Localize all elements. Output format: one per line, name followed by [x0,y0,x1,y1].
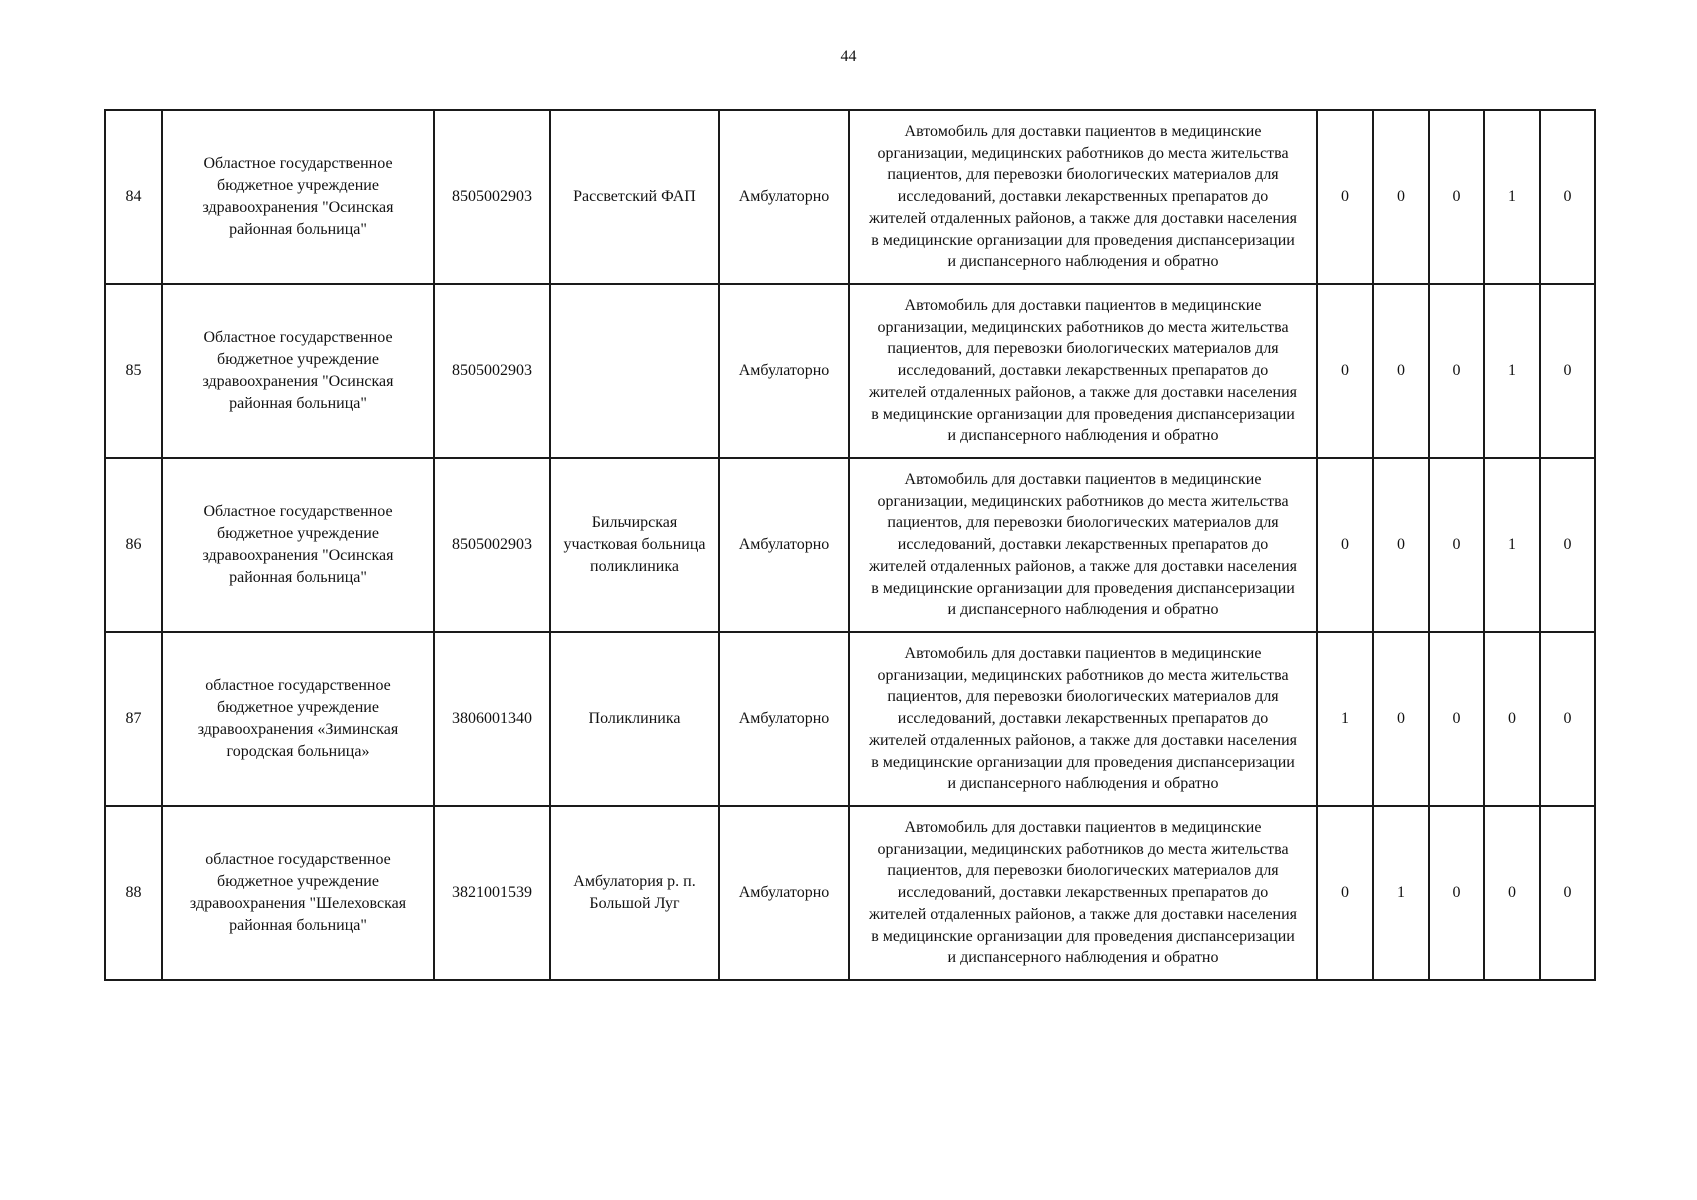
row-number-cell: 84 [105,110,162,284]
count-cell-3: 0 [1429,806,1484,980]
count-cell-2: 0 [1373,632,1429,806]
care-mode-cell: Амбулаторно [719,284,849,458]
count-cell-3: 0 [1429,458,1484,632]
vehicle-purpose-cell: Автомобиль для доставки пациентов в медицинские организации, медицинских работников до места жительства пациентов, для перевозки биологических материалов для исследований, доставки лекарственных препаратов до жителей отдаленных районов, а также для доставки населения в медицинские организации для проведения диспансеризации и диспансерного наблюдения и обратно [849,284,1317,458]
count-cell-2: 0 [1373,284,1429,458]
count-cell-1: 0 [1317,458,1373,632]
row-number-cell: 88 [105,806,162,980]
inn-cell: 3821001539 [434,806,550,980]
table-row [105,284,1595,458]
vehicle-purpose-cell: Автомобиль для доставки пациентов в медицинские организации, медицинских работников до места жительства пациентов, для перевозки биологических материалов для исследований, доставки лекарственных препаратов до жителей отдаленных районов, а также для доставки населения в медицинские организации для проведения диспансеризации и диспансерного наблюдения и обратно [849,632,1317,806]
inn-cell: 8505002903 [434,284,550,458]
row-number-cell: 87 [105,632,162,806]
count-cell-2: 1 [1373,806,1429,980]
count-cell-1: 0 [1317,806,1373,980]
count-cell-4: 0 [1484,632,1540,806]
table-row [105,110,1595,284]
care-mode-cell: Амбулаторно [719,110,849,284]
organization-name-cell: областное государственное бюджетное учреждение здравоохранения "Шелеховская районная больница" [162,806,434,980]
vehicle-allocation-table [104,109,1596,981]
count-cell-5: 0 [1540,110,1595,284]
care-mode-cell: Амбулаторно [719,458,849,632]
count-cell-3: 0 [1429,632,1484,806]
table-row [105,458,1595,632]
table-row [105,806,1595,980]
subdivision-cell [550,284,719,458]
count-cell-1: 0 [1317,284,1373,458]
count-cell-4: 1 [1484,110,1540,284]
count-cell-5: 0 [1540,284,1595,458]
row-number-cell: 86 [105,458,162,632]
count-cell-2: 0 [1373,110,1429,284]
row-number-cell: 85 [105,284,162,458]
count-cell-4: 1 [1484,458,1540,632]
inn-cell: 3806001340 [434,632,550,806]
page-number: 44 [840,48,857,65]
count-cell-3: 0 [1429,284,1484,458]
vehicle-purpose-cell: Автомобиль для доставки пациентов в медицинские организации, медицинских работников до места жительства пациентов, для перевозки биологических материалов для исследований, доставки лекарственных препаратов до жителей отдаленных районов, а также для доставки населения в медицинские организации для проведения диспансеризации и диспансерного наблюдения и обратно [849,458,1317,632]
inn-cell: 8505002903 [434,458,550,632]
count-cell-5: 0 [1540,632,1595,806]
count-cell-1: 1 [1317,632,1373,806]
vehicle-purpose-cell: Автомобиль для доставки пациентов в медицинские организации, медицинских работников до места жительства пациентов, для перевозки биологических материалов для исследований, доставки лекарственных препаратов до жителей отдаленных районов, а также для доставки населения в медицинские организации для проведения диспансеризации и диспансерного наблюдения и обратно [849,110,1317,284]
count-cell-4: 1 [1484,284,1540,458]
organization-name-cell: областное государственное бюджетное учреждение здравоохранения «Зиминская городская больница» [162,632,434,806]
subdivision-cell: Амбулатория р. п. Большой Луг [550,806,719,980]
count-cell-1: 0 [1317,110,1373,284]
subdivision-cell: Рассветский ФАП [550,110,719,284]
count-cell-4: 0 [1484,806,1540,980]
organization-name-cell: Областное государственное бюджетное учреждение здравоохранения "Осинская районная больница" [162,110,434,284]
subdivision-cell: Поликлиника [550,632,719,806]
count-cell-5: 0 [1540,806,1595,980]
organization-name-cell: Областное государственное бюджетное учреждение здравоохранения "Осинская районная больница" [162,284,434,458]
table-row [105,632,1595,806]
count-cell-3: 0 [1429,110,1484,284]
count-cell-5: 0 [1540,458,1595,632]
care-mode-cell: Амбулаторно [719,632,849,806]
vehicle-purpose-cell: Автомобиль для доставки пациентов в медицинские организации, медицинских работников до места жительства пациентов, для перевозки биологических материалов для исследований, доставки лекарственных препаратов до жителей отдаленных районов, а также для доставки населения в медицинские организации для проведения диспансеризации и диспансерного наблюдения и обратно [849,806,1317,980]
care-mode-cell: Амбулаторно [719,806,849,980]
count-cell-2: 0 [1373,458,1429,632]
subdivision-cell: Бильчирская участковая больница поликлиника [550,458,719,632]
inn-cell: 8505002903 [434,110,550,284]
organization-name-cell: Областное государственное бюджетное учреждение здравоохранения "Осинская районная больница" [162,458,434,632]
